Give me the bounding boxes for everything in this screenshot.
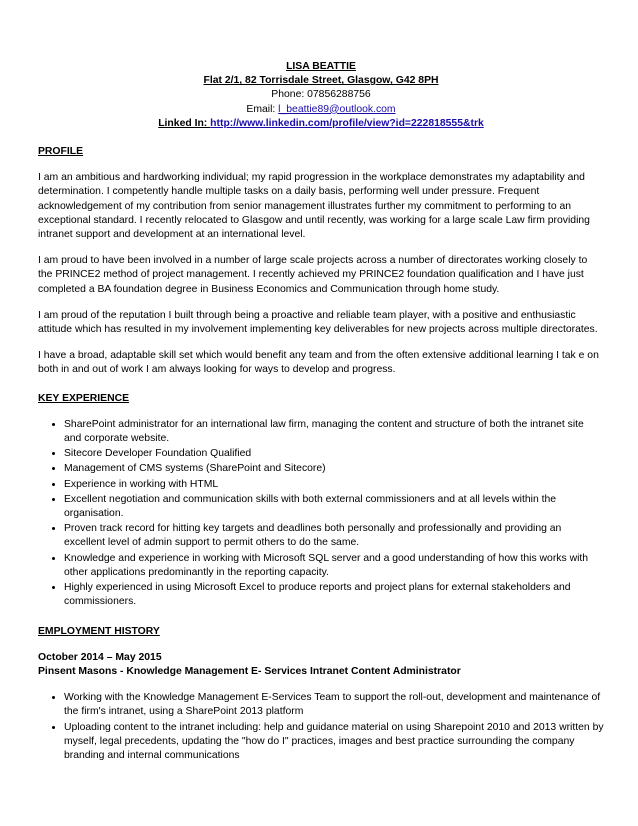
- linkedin-line: [38, 117, 604, 131]
- phone-line: Phone: 07856288756: [271, 89, 371, 101]
- profile-paragraph: I am proud of the reputation I built through being a proactive and reliable team player, with a positive and enthusiastic attitude which has resulted in my involvement implementing key deliverables for new projects across multiple directorates.: [38, 309, 598, 336]
- list-item: • Uploading content to the intranet including: help and guidance material on using Sharepoint 2010 and 2013 written by myself, legal precedents, updating the "how do I" practices, images and best practice surrounding the company branding and internal communications: [64, 721, 604, 764]
- experience-list: [38, 418, 604, 610]
- candidate-name: LISA BEATTIE: [286, 61, 356, 72]
- experience-heading: KEY EXPERIENCE: [38, 392, 130, 404]
- email-label: Email:: [246, 103, 279, 115]
- address-line: Flat 2/1, 82 Torrisdale Street, Glasgow, G42 8PH: [203, 75, 439, 87]
- profile-paragraph: I am proud to have been involved in a number of large scale projects across a number of directorates working closely to the PRINCE2 method of project management. I recently achieved my PRINCE2 foundation qualification and I have just completed a BA foundation degree in Business Economics and Communication through home study.: [38, 255, 588, 295]
- job-dates: October 2014 – May 2015: [38, 651, 162, 663]
- list-item: • SharePoint administrator for an international law firm, managing the content and structure of both the intranet site and corporate website.: [64, 418, 604, 446]
- linkedin-label: Linked In:: [158, 117, 211, 129]
- list-item: • Working with the Knowledge Management E-Services Team to support the roll-out, development and maintenance of the firm's intranet, using a SharePoint 2013 platform: [64, 691, 604, 719]
- list-item: • Highly experienced in using Microsoft Excel to produce reports and project plans for external stakeholders and commissioners.: [64, 581, 604, 609]
- employment-list: [38, 691, 604, 763]
- linkedin-link[interactable]: http://www.linkedin.com/profile/view?id=222818555&trk: [210, 117, 484, 129]
- profile-paragraph: I have a broad, adaptable skill set which would benefit any team and from the often extensive additional learning I tak e on both in and out of work I am always looking for ways to develop and progress.: [38, 350, 599, 376]
- list-item: • Excellent negotiation and communication skills with both external commissioners and at all levels within the organisation.: [64, 493, 604, 521]
- email-link[interactable]: l_beattie89@outlook.com: [278, 103, 396, 115]
- email-line: [38, 103, 604, 117]
- list-item: • Knowledge and experience in working with Microsoft SQL server and a good understanding of how this works with other applications predominantly in the reporting capacity.: [64, 552, 604, 580]
- list-item: • Sitecore Developer Foundation Qualified: [64, 447, 604, 461]
- employment-heading: EMPLOYMENT HISTORY: [38, 625, 160, 637]
- profile-paragraph: I am an ambitious and hardworking individual; my rapid progression in the workplace demonstrates my adaptability and determination. I competently handle multiple tasks on a daily basis, performing well under pressure. Frequent acknowledgement of my contribution from senior management illustrates further my commitment to performing to an exceptional standard. I recently relocated to Glasgow and until recently, was working for a large scale Law firm providing intranet support and development at an international level.: [38, 172, 590, 241]
- profile-heading: PROFILE: [38, 146, 84, 158]
- list-item: • Experience in working with HTML: [64, 478, 604, 492]
- resume-header: [38, 60, 604, 131]
- list-item: • Proven track record for hitting key targets and deadlines both personally and professionally and providing an excellent level of admin support to permit others to do the same.: [64, 522, 604, 550]
- resume-page: [38, 60, 604, 764]
- list-item: • Management of CMS systems (SharePoint and Sitecore): [64, 462, 604, 476]
- job-role: Pinsent Masons - Knowledge Management E- Services Intranet Content Administrator: [38, 665, 461, 677]
